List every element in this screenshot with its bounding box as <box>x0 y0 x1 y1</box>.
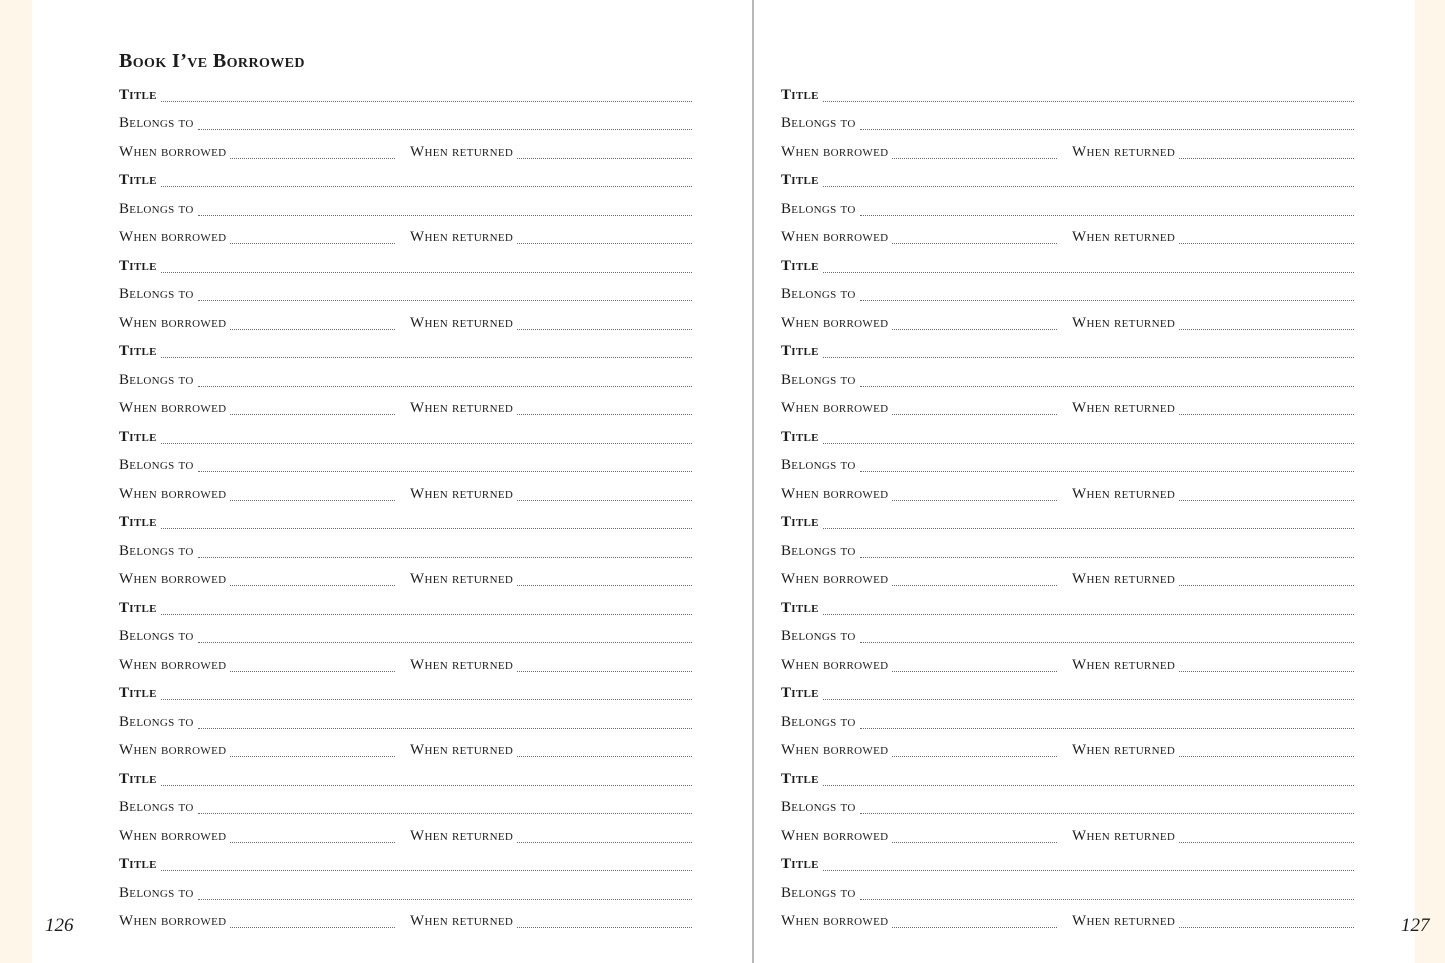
title-row <box>781 765 1354 794</box>
title-label: Title <box>781 172 819 189</box>
page-number-right: 127 <box>1401 915 1430 936</box>
borrowed-entry <box>119 423 692 509</box>
belongs-to-line[interactable] <box>860 207 1354 216</box>
title-line[interactable] <box>161 691 692 700</box>
title-line[interactable] <box>823 178 1354 187</box>
belongs-to-label: Belongs to <box>781 628 856 645</box>
belongs-to-row <box>781 708 1354 737</box>
title-row <box>119 167 692 196</box>
when-returned-label: When returned <box>410 913 514 930</box>
when-borrowed-line[interactable] <box>892 321 1057 330</box>
title-line[interactable] <box>161 178 692 187</box>
belongs-to-row <box>781 195 1354 224</box>
belongs-to-line[interactable] <box>860 121 1354 130</box>
belongs-to-label: Belongs to <box>781 799 856 816</box>
belongs-to-row <box>781 366 1354 395</box>
when-returned-line[interactable] <box>1179 577 1354 586</box>
when-borrowed-field <box>781 913 1057 930</box>
belongs-to-row <box>119 794 692 823</box>
dates-row <box>119 908 692 937</box>
book-spread <box>32 0 1430 963</box>
when-borrowed-label: When borrowed <box>119 143 227 160</box>
when-borrowed-label: When borrowed <box>781 742 889 759</box>
dates-row <box>781 822 1354 851</box>
title-label: Title <box>119 343 157 360</box>
when-borrowed-field <box>119 742 395 759</box>
when-returned-label: When returned <box>1072 742 1176 759</box>
title-label: Title <box>119 685 157 702</box>
when-returned-label: When returned <box>410 656 514 673</box>
when-returned-line[interactable] <box>1179 321 1354 330</box>
title-label: Title <box>119 257 157 274</box>
belongs-to-line[interactable] <box>198 463 692 472</box>
when-returned-label: When returned <box>410 742 514 759</box>
when-returned-line[interactable] <box>1179 834 1354 843</box>
when-borrowed-line[interactable] <box>230 492 395 501</box>
when-returned-line[interactable] <box>517 492 692 501</box>
title-line[interactable] <box>823 349 1354 358</box>
when-borrowed-field <box>119 144 395 161</box>
when-returned-field <box>410 742 692 759</box>
when-returned-label: When returned <box>1072 913 1176 930</box>
belongs-to-label: Belongs to <box>781 542 856 559</box>
belongs-to-row <box>119 623 692 652</box>
when-borrowed-line[interactable] <box>230 663 395 672</box>
belongs-to-line[interactable] <box>198 634 692 643</box>
when-returned-label: When returned <box>410 229 514 246</box>
belongs-to-row <box>119 281 692 310</box>
when-borrowed-label: When borrowed <box>781 485 889 502</box>
when-returned-line[interactable] <box>1179 492 1354 501</box>
borrowed-entry <box>781 338 1354 424</box>
title-label: Title <box>119 599 157 616</box>
title-line[interactable] <box>161 264 692 273</box>
belongs-to-row <box>119 537 692 566</box>
borrowed-entry <box>119 851 692 937</box>
belongs-to-label: Belongs to <box>119 713 194 730</box>
borrowed-entry <box>781 423 1354 509</box>
when-borrowed-line[interactable] <box>892 406 1057 415</box>
borrowed-entry <box>781 594 1354 680</box>
title-label: Title <box>119 514 157 531</box>
page-heading: Book I’ve Borrowed <box>119 50 305 72</box>
when-borrowed-label: When borrowed <box>119 400 227 417</box>
when-borrowed-label: When borrowed <box>119 485 227 502</box>
belongs-to-label: Belongs to <box>781 713 856 730</box>
when-returned-label: When returned <box>1072 400 1176 417</box>
belongs-to-row <box>781 537 1354 566</box>
when-borrowed-field <box>119 229 395 246</box>
title-row <box>781 167 1354 196</box>
when-returned-field <box>1072 229 1354 246</box>
title-label: Title <box>119 428 157 445</box>
title-row <box>119 680 692 709</box>
title-row <box>781 338 1354 367</box>
title-line[interactable] <box>823 93 1354 102</box>
borrowed-entry <box>781 81 1354 167</box>
when-returned-line[interactable] <box>1179 150 1354 159</box>
belongs-to-line[interactable] <box>198 891 692 900</box>
borrowed-entry <box>119 81 692 167</box>
when-borrowed-line[interactable] <box>230 235 395 244</box>
belongs-to-line[interactable] <box>198 292 692 301</box>
when-borrowed-label: When borrowed <box>119 913 227 930</box>
when-returned-field <box>1072 144 1354 161</box>
belongs-to-line[interactable] <box>860 463 1354 472</box>
borrowed-entry <box>781 252 1354 338</box>
belongs-to-row <box>781 623 1354 652</box>
when-borrowed-field <box>781 144 1057 161</box>
belongs-to-label: Belongs to <box>781 115 856 132</box>
title-line[interactable] <box>161 93 692 102</box>
when-returned-line[interactable] <box>517 748 692 757</box>
when-borrowed-field <box>119 315 395 332</box>
when-returned-field <box>1072 571 1354 588</box>
when-returned-label: When returned <box>410 314 514 331</box>
belongs-to-label: Belongs to <box>781 457 856 474</box>
borrowed-entry <box>119 252 692 338</box>
dates-row <box>119 138 692 167</box>
when-returned-field <box>410 913 692 930</box>
belongs-to-label: Belongs to <box>781 371 856 388</box>
borrowed-entry <box>781 509 1354 595</box>
dates-row <box>781 480 1354 509</box>
belongs-to-line[interactable] <box>860 805 1354 814</box>
when-returned-label: When returned <box>410 485 514 502</box>
title-line[interactable] <box>161 520 692 529</box>
title-row <box>781 594 1354 623</box>
title-row <box>781 851 1354 880</box>
title-row <box>119 252 692 281</box>
borrowed-entry <box>781 680 1354 766</box>
when-borrowed-line[interactable] <box>892 748 1057 757</box>
belongs-to-label: Belongs to <box>119 200 194 217</box>
belongs-to-row <box>119 708 692 737</box>
belongs-to-line[interactable] <box>198 549 692 558</box>
belongs-to-line[interactable] <box>860 378 1354 387</box>
entries-right <box>781 81 1354 936</box>
when-returned-label: When returned <box>410 571 514 588</box>
entries-left <box>119 81 692 936</box>
title-label: Title <box>781 770 819 787</box>
when-borrowed-label: When borrowed <box>119 827 227 844</box>
when-returned-label: When returned <box>1072 571 1176 588</box>
dates-row <box>781 908 1354 937</box>
when-borrowed-field <box>119 486 395 503</box>
when-returned-field <box>1072 657 1354 674</box>
title-label: Title <box>119 172 157 189</box>
title-label: Title <box>781 856 819 873</box>
title-row <box>119 81 692 110</box>
dates-row <box>781 566 1354 595</box>
when-borrowed-field <box>781 315 1057 332</box>
when-borrowed-field <box>781 229 1057 246</box>
title-row <box>119 509 692 538</box>
belongs-to-line[interactable] <box>198 805 692 814</box>
when-returned-field <box>410 229 692 246</box>
belongs-to-label: Belongs to <box>119 628 194 645</box>
when-returned-field <box>410 657 692 674</box>
when-returned-field <box>410 315 692 332</box>
when-borrowed-field <box>119 400 395 417</box>
when-borrowed-line[interactable] <box>230 919 395 928</box>
belongs-to-label: Belongs to <box>781 884 856 901</box>
title-row <box>119 765 692 794</box>
borrowed-entry <box>781 851 1354 937</box>
title-line[interactable] <box>823 520 1354 529</box>
when-returned-field <box>410 571 692 588</box>
belongs-to-label: Belongs to <box>119 115 194 132</box>
when-borrowed-line[interactable] <box>892 919 1057 928</box>
when-borrowed-label: When borrowed <box>781 827 889 844</box>
when-borrowed-label: When borrowed <box>781 229 889 246</box>
when-returned-field <box>1072 400 1354 417</box>
belongs-to-line[interactable] <box>860 549 1354 558</box>
title-label: Title <box>119 856 157 873</box>
when-borrowed-label: When borrowed <box>781 656 889 673</box>
dates-row <box>119 309 692 338</box>
when-returned-field <box>1072 828 1354 845</box>
when-returned-field <box>1072 315 1354 332</box>
belongs-to-label: Belongs to <box>119 799 194 816</box>
when-returned-label: When returned <box>410 143 514 160</box>
when-borrowed-label: When borrowed <box>119 314 227 331</box>
when-borrowed-line[interactable] <box>892 834 1057 843</box>
belongs-to-line[interactable] <box>198 207 692 216</box>
right-page <box>754 0 1430 963</box>
belongs-to-label: Belongs to <box>119 884 194 901</box>
when-borrowed-line[interactable] <box>230 150 395 159</box>
when-borrowed-label: When borrowed <box>781 913 889 930</box>
title-row <box>781 423 1354 452</box>
when-returned-label: When returned <box>1072 229 1176 246</box>
when-returned-line[interactable] <box>517 150 692 159</box>
when-borrowed-label: When borrowed <box>119 742 227 759</box>
when-returned-line[interactable] <box>517 919 692 928</box>
when-borrowed-field <box>781 486 1057 503</box>
when-borrowed-line[interactable] <box>230 834 395 843</box>
when-borrowed-field <box>119 571 395 588</box>
when-borrowed-line[interactable] <box>230 406 395 415</box>
when-borrowed-field <box>119 913 395 930</box>
when-returned-line[interactable] <box>517 406 692 415</box>
when-borrowed-field <box>781 742 1057 759</box>
title-line[interactable] <box>823 435 1354 444</box>
title-line[interactable] <box>823 264 1354 273</box>
when-borrowed-label: When borrowed <box>781 143 889 160</box>
when-returned-line[interactable] <box>517 235 692 244</box>
belongs-to-row <box>781 110 1354 139</box>
title-label: Title <box>119 86 157 103</box>
title-row <box>119 851 692 880</box>
when-borrowed-line[interactable] <box>892 492 1057 501</box>
belongs-to-line[interactable] <box>198 720 692 729</box>
belongs-to-label: Belongs to <box>781 200 856 217</box>
belongs-to-line[interactable] <box>198 378 692 387</box>
belongs-to-row <box>119 110 692 139</box>
belongs-to-label: Belongs to <box>119 542 194 559</box>
when-borrowed-line[interactable] <box>892 150 1057 159</box>
when-borrowed-label: When borrowed <box>119 571 227 588</box>
dates-row <box>119 395 692 424</box>
belongs-to-label: Belongs to <box>119 457 194 474</box>
borrowed-entry <box>119 167 692 253</box>
when-returned-field <box>410 400 692 417</box>
when-returned-label: When returned <box>1072 485 1176 502</box>
dates-row <box>781 737 1354 766</box>
when-returned-field <box>1072 486 1354 503</box>
dates-row <box>119 224 692 253</box>
title-row <box>781 509 1354 538</box>
when-returned-label: When returned <box>410 827 514 844</box>
dates-row <box>119 566 692 595</box>
title-row <box>781 81 1354 110</box>
belongs-to-row <box>119 452 692 481</box>
dates-row <box>119 737 692 766</box>
when-returned-line[interactable] <box>517 321 692 330</box>
when-returned-line[interactable] <box>1179 406 1354 415</box>
when-returned-line[interactable] <box>517 834 692 843</box>
title-line[interactable] <box>161 777 692 786</box>
title-line[interactable] <box>161 606 692 615</box>
title-line[interactable] <box>161 435 692 444</box>
when-borrowed-field <box>781 571 1057 588</box>
when-returned-label: When returned <box>1072 827 1176 844</box>
title-label: Title <box>781 257 819 274</box>
borrowed-entry <box>119 765 692 851</box>
dates-row <box>119 822 692 851</box>
borrowed-entry <box>781 167 1354 253</box>
belongs-to-line[interactable] <box>860 720 1354 729</box>
title-row <box>119 594 692 623</box>
when-returned-line[interactable] <box>1179 663 1354 672</box>
belongs-to-row <box>119 195 692 224</box>
when-borrowed-line[interactable] <box>230 577 395 586</box>
dates-row <box>781 138 1354 167</box>
belongs-to-line[interactable] <box>860 292 1354 301</box>
borrowed-entry <box>119 338 692 424</box>
when-returned-line[interactable] <box>1179 919 1354 928</box>
title-line[interactable] <box>161 349 692 358</box>
when-returned-field <box>1072 913 1354 930</box>
belongs-to-row <box>119 879 692 908</box>
when-returned-label: When returned <box>1072 314 1176 331</box>
belongs-to-row <box>781 794 1354 823</box>
when-returned-field <box>410 144 692 161</box>
belongs-to-line[interactable] <box>860 891 1354 900</box>
title-line[interactable] <box>823 606 1354 615</box>
belongs-to-label: Belongs to <box>119 286 194 303</box>
title-label: Title <box>781 599 819 616</box>
belongs-to-line[interactable] <box>860 634 1354 643</box>
title-label: Title <box>781 343 819 360</box>
when-returned-line[interactable] <box>1179 235 1354 244</box>
when-borrowed-field <box>781 828 1057 845</box>
title-row <box>781 680 1354 709</box>
when-borrowed-line[interactable] <box>892 235 1057 244</box>
when-borrowed-label: When borrowed <box>781 314 889 331</box>
title-label: Title <box>781 86 819 103</box>
when-borrowed-label: When borrowed <box>119 229 227 246</box>
dates-row <box>119 480 692 509</box>
when-borrowed-line[interactable] <box>892 663 1057 672</box>
when-returned-field <box>1072 742 1354 759</box>
dates-row <box>781 651 1354 680</box>
belongs-to-row <box>781 452 1354 481</box>
when-returned-label: When returned <box>410 400 514 417</box>
when-borrowed-field <box>781 657 1057 674</box>
belongs-to-row <box>119 366 692 395</box>
title-label: Title <box>119 770 157 787</box>
title-row <box>119 338 692 367</box>
dates-row <box>781 395 1354 424</box>
title-line[interactable] <box>823 691 1354 700</box>
belongs-to-line[interactable] <box>198 121 692 130</box>
title-label: Title <box>781 514 819 531</box>
dates-row <box>119 651 692 680</box>
belongs-to-row <box>781 879 1354 908</box>
title-line[interactable] <box>823 777 1354 786</box>
borrowed-entry <box>781 765 1354 851</box>
when-borrowed-line[interactable] <box>230 321 395 330</box>
when-returned-line[interactable] <box>1179 748 1354 757</box>
when-borrowed-field <box>119 828 395 845</box>
when-borrowed-line[interactable] <box>892 577 1057 586</box>
when-returned-line[interactable] <box>517 663 692 672</box>
dates-row <box>781 309 1354 338</box>
title-row <box>781 252 1354 281</box>
title-line[interactable] <box>161 862 692 871</box>
dates-row <box>781 224 1354 253</box>
when-borrowed-label: When borrowed <box>119 656 227 673</box>
borrowed-entry <box>119 680 692 766</box>
when-borrowed-line[interactable] <box>230 748 395 757</box>
when-borrowed-field <box>119 657 395 674</box>
title-row <box>119 423 692 452</box>
borrowed-entry <box>119 509 692 595</box>
when-borrowed-label: When borrowed <box>781 571 889 588</box>
when-returned-label: When returned <box>1072 656 1176 673</box>
belongs-to-label: Belongs to <box>119 371 194 388</box>
title-label: Title <box>781 685 819 702</box>
when-returned-line[interactable] <box>517 577 692 586</box>
page-number-left: 126 <box>45 915 74 936</box>
when-returned-field <box>410 828 692 845</box>
when-borrowed-label: When borrowed <box>781 400 889 417</box>
when-returned-label: When returned <box>1072 143 1176 160</box>
title-line[interactable] <box>823 862 1354 871</box>
title-label: Title <box>781 428 819 445</box>
belongs-to-row <box>781 281 1354 310</box>
when-borrowed-field <box>781 400 1057 417</box>
when-returned-field <box>410 486 692 503</box>
borrowed-entry <box>119 594 692 680</box>
belongs-to-label: Belongs to <box>781 286 856 303</box>
left-page <box>32 0 752 963</box>
